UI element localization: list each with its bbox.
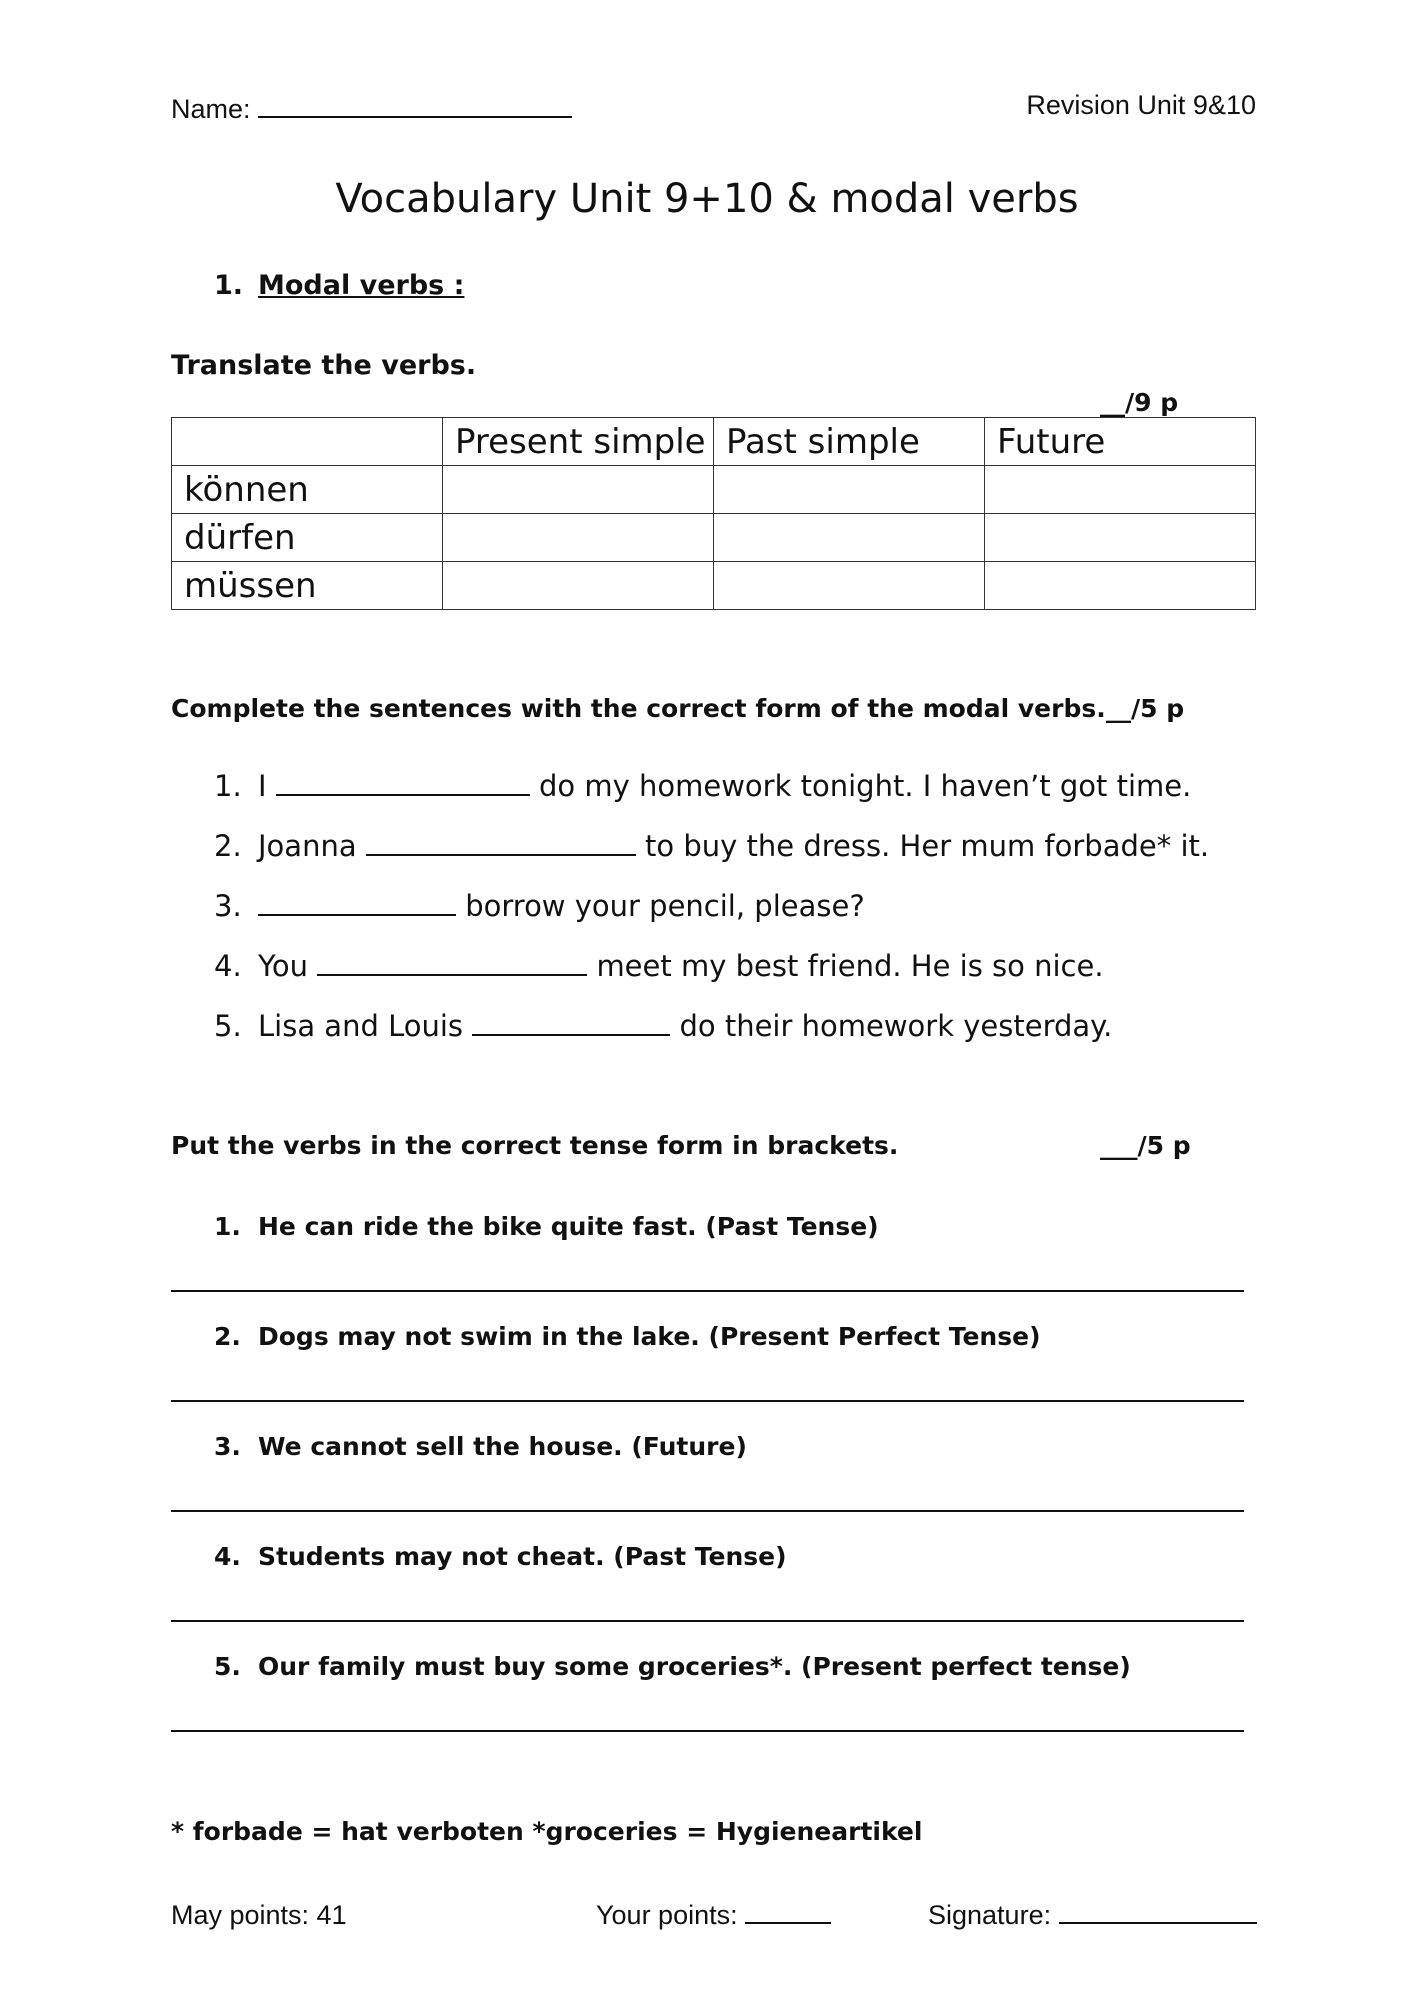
modal-verbs-table <box>171 417 1256 610</box>
sentence-blank[interactable] <box>366 828 636 856</box>
sentence-blank[interactable] <box>276 768 530 796</box>
sentence-end: do my homework tonight. I haven’t got time. <box>539 769 1192 803</box>
answer-cell[interactable] <box>714 466 985 514</box>
section-3-points: ___/5 p <box>1100 1131 1191 1160</box>
answer-line[interactable] <box>171 1510 1244 1512</box>
answer-line[interactable] <box>171 1620 1244 1622</box>
answer-line[interactable] <box>171 1290 1244 1292</box>
item-number: 3. <box>214 1432 241 1461</box>
tense-item-text: Students may not cheat. (Past Tense) <box>258 1542 787 1571</box>
table-header-future: Future <box>985 418 1256 466</box>
sentence-end: to buy the dress. Her mum forbade* it. <box>645 829 1210 863</box>
sentence-item <box>214 948 1104 983</box>
tense-item <box>214 1322 1041 1351</box>
table-row <box>172 562 1256 610</box>
verb-konnen: können <box>172 466 443 514</box>
table-header-cell <box>172 418 443 466</box>
item-number: 1. <box>214 1212 241 1241</box>
item-number: 5. <box>214 1009 242 1043</box>
sentence-blank[interactable] <box>258 888 456 916</box>
table-row <box>172 466 1256 514</box>
sentence-blank[interactable] <box>317 948 587 976</box>
tense-item-text: We cannot sell the house. (Future) <box>258 1432 747 1461</box>
item-number: 2. <box>214 1322 241 1351</box>
sentence-end: do their homework yesterday. <box>679 1009 1113 1043</box>
section-1-title: Modal verbs : <box>258 270 465 301</box>
section-1-number: 1. <box>214 270 244 301</box>
name-label: Name: <box>171 94 251 124</box>
sentence-end: borrow your pencil, please? <box>465 889 865 923</box>
revision-label: Revision Unit 9&10 <box>1026 90 1256 120</box>
your-points-field <box>596 1900 831 1931</box>
answer-line[interactable] <box>171 1400 1244 1402</box>
sentence-start: I <box>258 769 267 803</box>
name-field <box>171 90 572 125</box>
footnote: * forbade = hat verboten *groceries = Hygieneartikel <box>171 1817 923 1846</box>
sentence-end: meet my best friend. He is so nice. <box>596 949 1104 983</box>
verb-durfen: dürfen <box>172 514 443 562</box>
item-number: 1. <box>214 769 242 803</box>
sentence-start: You <box>258 949 308 983</box>
answer-cell[interactable] <box>714 562 985 610</box>
sentence-blank[interactable] <box>472 1008 670 1036</box>
answer-cell[interactable] <box>714 514 985 562</box>
name-blank[interactable] <box>258 90 572 118</box>
section-1-points: __/9 p <box>1100 388 1179 417</box>
tense-item-text: He can ride the bike quite fast. (Past Tense) <box>258 1212 879 1241</box>
item-number: 4. <box>214 1542 241 1571</box>
answer-cell[interactable] <box>443 466 714 514</box>
section-3-instruction: Put the verbs in the correct tense form in brackets. <box>171 1131 899 1160</box>
item-number: 4. <box>214 949 242 983</box>
answer-cell[interactable] <box>985 562 1256 610</box>
your-points-blank[interactable] <box>745 1900 831 1924</box>
section-1-heading <box>214 270 464 301</box>
tense-item <box>214 1652 1131 1681</box>
tense-item-text: Dogs may not swim in the lake. (Present Perfect Tense) <box>258 1322 1041 1351</box>
max-points: May points: 41 <box>171 1900 347 1930</box>
answer-cell[interactable] <box>443 514 714 562</box>
tense-item <box>214 1542 787 1571</box>
sentence-item <box>214 828 1209 863</box>
signature-blank[interactable] <box>1059 1900 1257 1924</box>
answer-cell[interactable] <box>985 514 1256 562</box>
tense-item <box>214 1432 747 1461</box>
table-header-past: Past simple <box>714 418 985 466</box>
sentence-item <box>214 888 865 923</box>
table-header-present: Present simple <box>443 418 714 466</box>
item-number: 3. <box>214 889 242 923</box>
table-row <box>172 514 1256 562</box>
answer-cell[interactable] <box>985 466 1256 514</box>
page-title: Vocabulary Unit 9+10 & modal verbs <box>335 176 1079 222</box>
verb-mussen: müssen <box>172 562 443 610</box>
section-2-instruction: Complete the sentences with the correct form of the modal verbs. <box>171 694 1106 723</box>
sentence-start: Joanna <box>258 829 357 863</box>
signature-field <box>928 1900 1257 1931</box>
sentence-item <box>214 1008 1112 1043</box>
tense-item-text: Our family must buy some groceries*. (Present perfect tense) <box>258 1652 1131 1681</box>
item-number: 5. <box>214 1652 241 1681</box>
section-2-points: __/5 p <box>1106 694 1185 723</box>
tense-item <box>214 1212 879 1241</box>
sentence-item <box>214 768 1191 803</box>
answer-line[interactable] <box>171 1730 1244 1732</box>
table-header-row <box>172 418 1256 466</box>
item-number: 2. <box>214 829 242 863</box>
your-points-label: Your points: <box>596 1900 738 1930</box>
sentence-start: Lisa and Louis <box>258 1009 464 1043</box>
answer-cell[interactable] <box>443 562 714 610</box>
section-1-instruction: Translate the verbs. <box>171 350 477 381</box>
signature-label: Signature: <box>928 1900 1052 1930</box>
